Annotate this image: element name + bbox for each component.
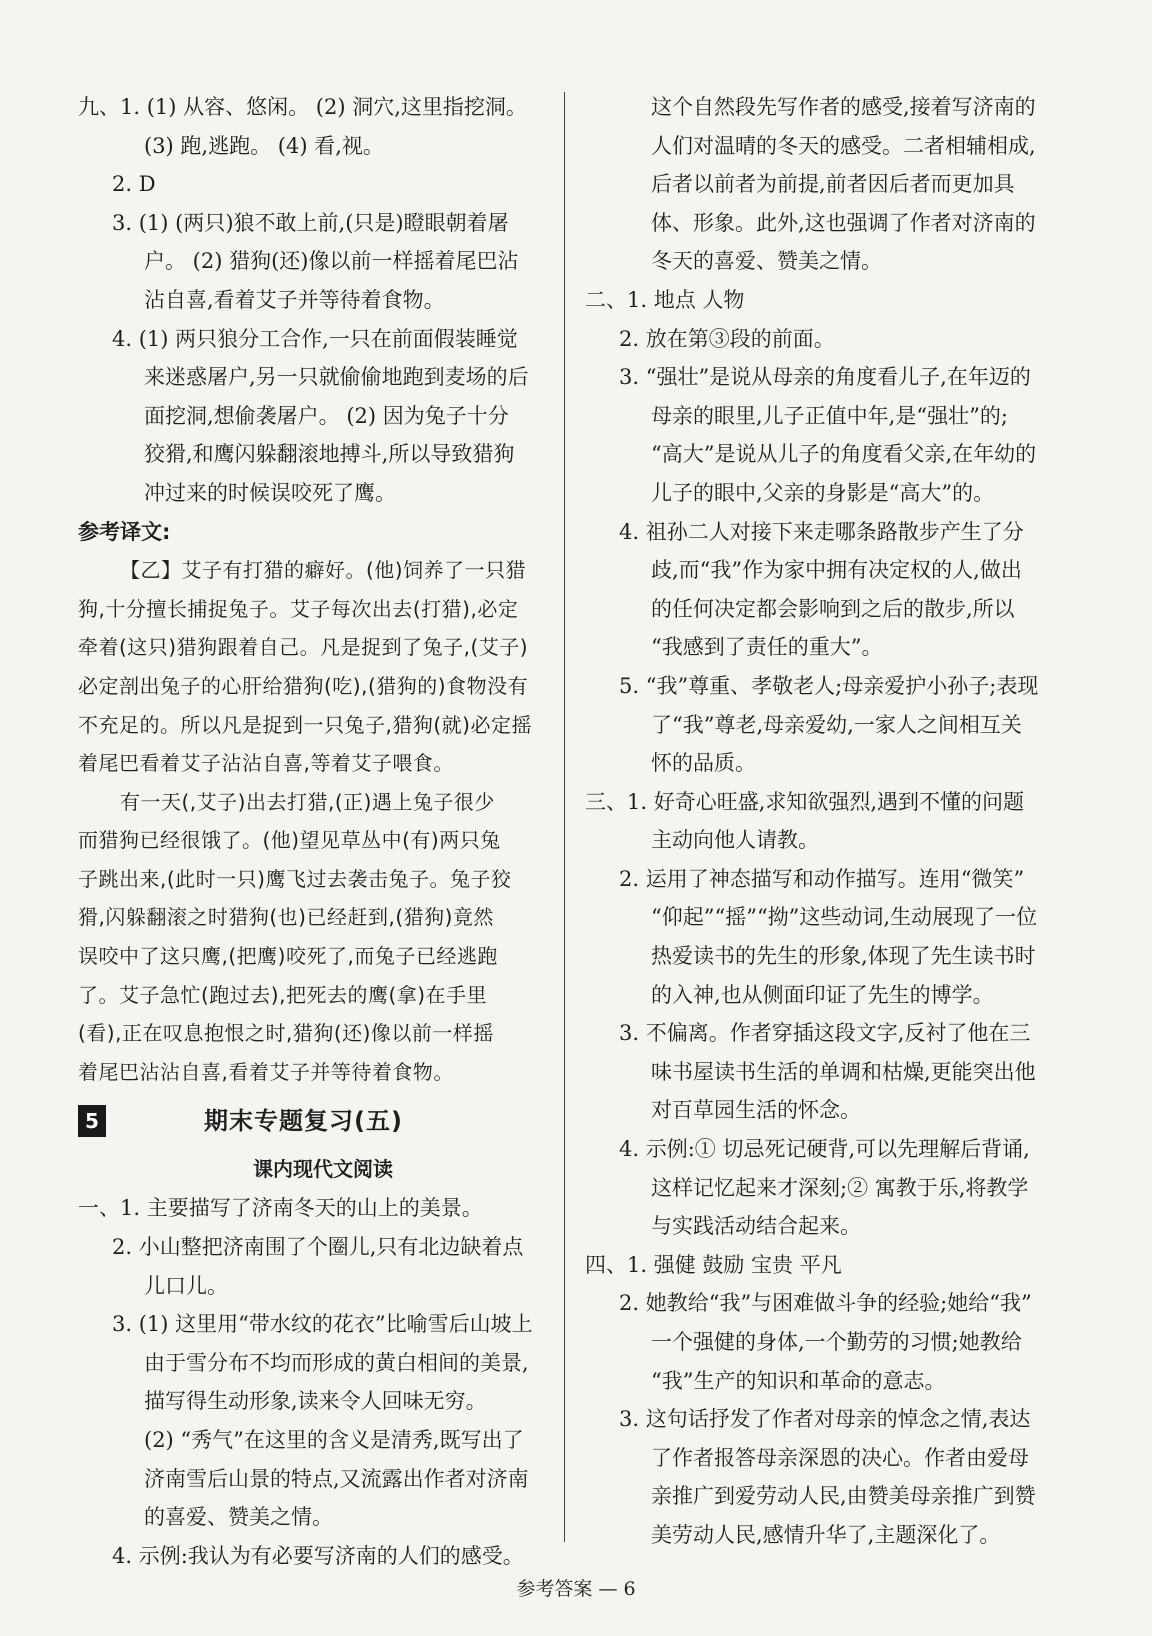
translation-line: 狗,十分擅长捕捉兔子。艾子每次出去(打猎),必定: [78, 596, 519, 621]
answer-line: 了作者报答母亲深恩的决心。作者由爱母: [651, 1445, 1029, 1470]
section-subtitle: 课内现代文阅读: [253, 1157, 393, 1182]
answer-line: 4. 示例:我认为有必要写济南的人们的感受。: [112, 1543, 524, 1568]
translation-line: 误咬中了这只鹰,(把鹰)咬死了,而兔子已经逃跑: [78, 944, 498, 969]
answer-line: 九、1. (1) 从容、悠闲。 (2) 洞穴,这里指挖洞。: [78, 95, 527, 119]
answer-line: 2. 小山整把济南围了个圈儿,只有北边缺着点: [112, 1235, 524, 1260]
answer-line: 儿子的眼中,父亲的身影是“高大”的。: [651, 480, 995, 505]
answer-line: 的任何决定都会影响到之后的散步,所以: [651, 596, 1015, 621]
translation-line: 而猎狗已经很饿了。(他)望见草丛中(有)两只兔: [78, 828, 501, 853]
answer-line: 这样记忆起来才深刻;② 寓教于乐,将教学: [651, 1175, 1029, 1200]
answer-line: 2. 放在第③段的前面。: [619, 326, 835, 351]
translation-line: 必定剖出兔子的心肝给猎狗(吃),(猎狗的)食物没有: [78, 673, 529, 698]
answer-line: 4. 示例:① 切忌死记硬背,可以先理解后背诵,: [619, 1137, 1030, 1162]
answer-line: 的入神,也从侧面印证了先生的博学。: [651, 982, 994, 1007]
answer-line: 人们对温晴的冬天的感受。二者相辅相成,: [651, 133, 1036, 158]
answer-line: 冲过来的时候误咬死了鹰。: [144, 480, 396, 505]
answer-line: 来迷惑屠户,另一只就偷偷地跑到麦场的后: [144, 365, 529, 390]
answer-line: 亲推广到爱劳动人民,由赞美母亲推广到赞: [651, 1484, 1036, 1509]
answer-line: 与实践活动结合起来。: [651, 1214, 861, 1239]
answer-line: 的喜爱、赞美之情。: [144, 1505, 333, 1530]
reference-translation: [78, 513, 548, 1092]
translation-line: 着尾巴看着艾子沾沾自喜,等着艾子喂食。: [78, 751, 454, 776]
answer-line: 3. 这句话抒发了作者对母亲的悼念之情,表达: [619, 1407, 1031, 1432]
translation-line: 子跳出来,(此时一只)鹰飞过去袭击兔子。兔子狡: [78, 866, 512, 891]
answer-line: 怀的品质。: [651, 751, 756, 776]
section-number-badge: 5: [78, 1105, 106, 1137]
question-group-2: [585, 281, 1055, 783]
answer-line: 主动向他人请教。: [651, 828, 819, 853]
answer-line: 狡猾,和鹰闪躲翻滚地搏斗,所以导致猎狗: [144, 442, 515, 467]
answer-line: “仰起”“摇”“拗”这些动词,生动展现了一位: [651, 905, 1038, 930]
answer-line: 沾自喜,看着艾子并等待着食物。: [144, 287, 445, 312]
translation-line: 牵着(这只)猎狗跟着自己。凡是捉到了兔子,(艾子): [78, 635, 529, 660]
answer-line: 3. 不偏离。作者穿插这段文字,反衬了他在三: [619, 1021, 1031, 1046]
section-title: 期末专题复习(五): [204, 1107, 403, 1136]
answer-line: 热爱读书的先生的形象,体现了先生读书时: [651, 944, 1036, 969]
answer-line: 体、形象。此外,这也强调了作者对济南的: [651, 210, 1036, 235]
answer-line: 儿口儿。: [144, 1273, 228, 1298]
answer-line: 这个自然段先写作者的感受,接着写济南的: [651, 95, 1036, 119]
answer-line: 2. 她教给“我”与困难做斗争的经验;她给“我”: [619, 1291, 1032, 1316]
question-group-3: [585, 783, 1055, 1246]
answer-line: 歧,而“我”作为家中拥有决定权的人,做出: [651, 558, 1022, 583]
answer-line: (3) 跑,逃跑。 (4) 看,视。: [144, 133, 384, 158]
translation-line: (看),正在叹息抱恨之时,猎狗(还)像以前一样摇: [78, 1021, 494, 1046]
answer-line: 一、1. 主要描写了济南冬天的山上的美景。: [78, 1196, 483, 1221]
answer-line: 面挖洞,想偷袭屠户。 (2) 因为兔子十分: [144, 403, 509, 428]
column-divider: [564, 92, 565, 1542]
translation-line: 猾,闪躲翻滚之时猎狗(也)已经赶到,(猎狗)竟然: [78, 905, 494, 930]
translation-line: 着尾巴沾沾自喜,看着艾子并等待着食物。: [78, 1059, 454, 1084]
answer-line: 三、1. 好奇心旺盛,求知欲强烈,遇到不懂的问题: [585, 789, 1025, 814]
translation-line: 了。艾子急忙(跑过去),把死去的鹰(拿)在手里: [78, 982, 488, 1007]
question-group-9: [78, 88, 548, 513]
question-group-1: [78, 1189, 548, 1575]
answer-line: 冬天的喜爱、赞美之情。: [651, 249, 882, 274]
translation-line: 有一天(,艾子)出去打猎,(正)遇上兔子很少: [120, 789, 495, 814]
answer-line: 3. “强壮”是说从母亲的角度看儿子,在年迈的: [619, 365, 1031, 390]
question-group-4: [585, 1246, 1055, 1555]
answer-line: 济南雪后山景的特点,又流露出作者对济南: [144, 1466, 529, 1491]
answer-line: 户。 (2) 猎狗(还)像以前一样摇着尾巴沾: [144, 249, 519, 274]
translation-line: 不充足的。所以凡是捉到一只兔子,猎狗(就)必定摇: [78, 712, 532, 737]
answer-line: 描写得生动形象,读来令人回味无穷。: [144, 1389, 487, 1414]
answer-line: 一个强健的身体,一个勤劳的习惯;她教给: [651, 1330, 1022, 1354]
answer-line: 了“我”尊老,母亲爱幼,一家人之间相互关: [651, 712, 1022, 737]
answer-line: 二、1. 地点 人物: [585, 287, 745, 312]
answer-line: 5. “我”尊重、孝敬老人;母亲爱护小孙子;表现: [619, 673, 1039, 698]
answer-line: “我感到了责任的重大”。: [651, 635, 883, 660]
answer-line: 母亲的眼里,儿子正值中年,是“强壮”的;: [651, 403, 1008, 428]
answer-line: 味书屋读书生活的单调和枯燥,更能突出他: [651, 1059, 1036, 1084]
answer-line: 四、1. 强健 鼓励 宝贵 平凡: [585, 1252, 842, 1277]
answer-line: 2. D: [112, 172, 156, 197]
answer-line: 2. 运用了神态描写和动作描写。连用“微笑”: [619, 866, 1025, 891]
answer-line: 对百草园生活的怀念。: [651, 1098, 861, 1123]
answer-line: “高大”是说从儿子的角度看父亲,在年幼的: [651, 442, 1037, 467]
left-column: [78, 88, 548, 1575]
translation-heading: 参考译文:: [78, 519, 171, 544]
answer-line: 4. 祖孙二人对接下来走哪条路散步产生了分: [619, 519, 1024, 544]
section-header: [78, 1097, 548, 1149]
answer-line: “我”生产的知识和革命的意志。: [651, 1368, 946, 1393]
answer-line: 3. (1) (两只)狼不敢上前,(只是)瞪眼朝着屠: [112, 210, 509, 235]
answer-line: 4. (1) 两只狼分工合作,一只在前面假装睡觉: [112, 326, 518, 351]
answer-line: (2) “秀气”在这里的含义是清秀,既写出了: [144, 1428, 524, 1452]
answer-line: 由于雪分布不均而形成的黄白相间的美景,: [144, 1350, 529, 1375]
question-group-1-continued: [585, 88, 1055, 281]
answer-line: 美劳动人民,感情升华了,主题深化了。: [651, 1522, 1001, 1547]
translation-line: 【乙】艾子有打猎的癖好。(他)饲养了一只猎: [120, 558, 527, 583]
right-column: [585, 88, 1055, 1555]
page-footer: 参考答案 — 6: [516, 1578, 636, 1600]
answer-line: 3. (1) 这里用“带水纹的花衣”比喻雪后山坡上: [112, 1312, 533, 1337]
answer-line: 后者以前者为前提,前者因后者而更加具: [651, 172, 1015, 197]
